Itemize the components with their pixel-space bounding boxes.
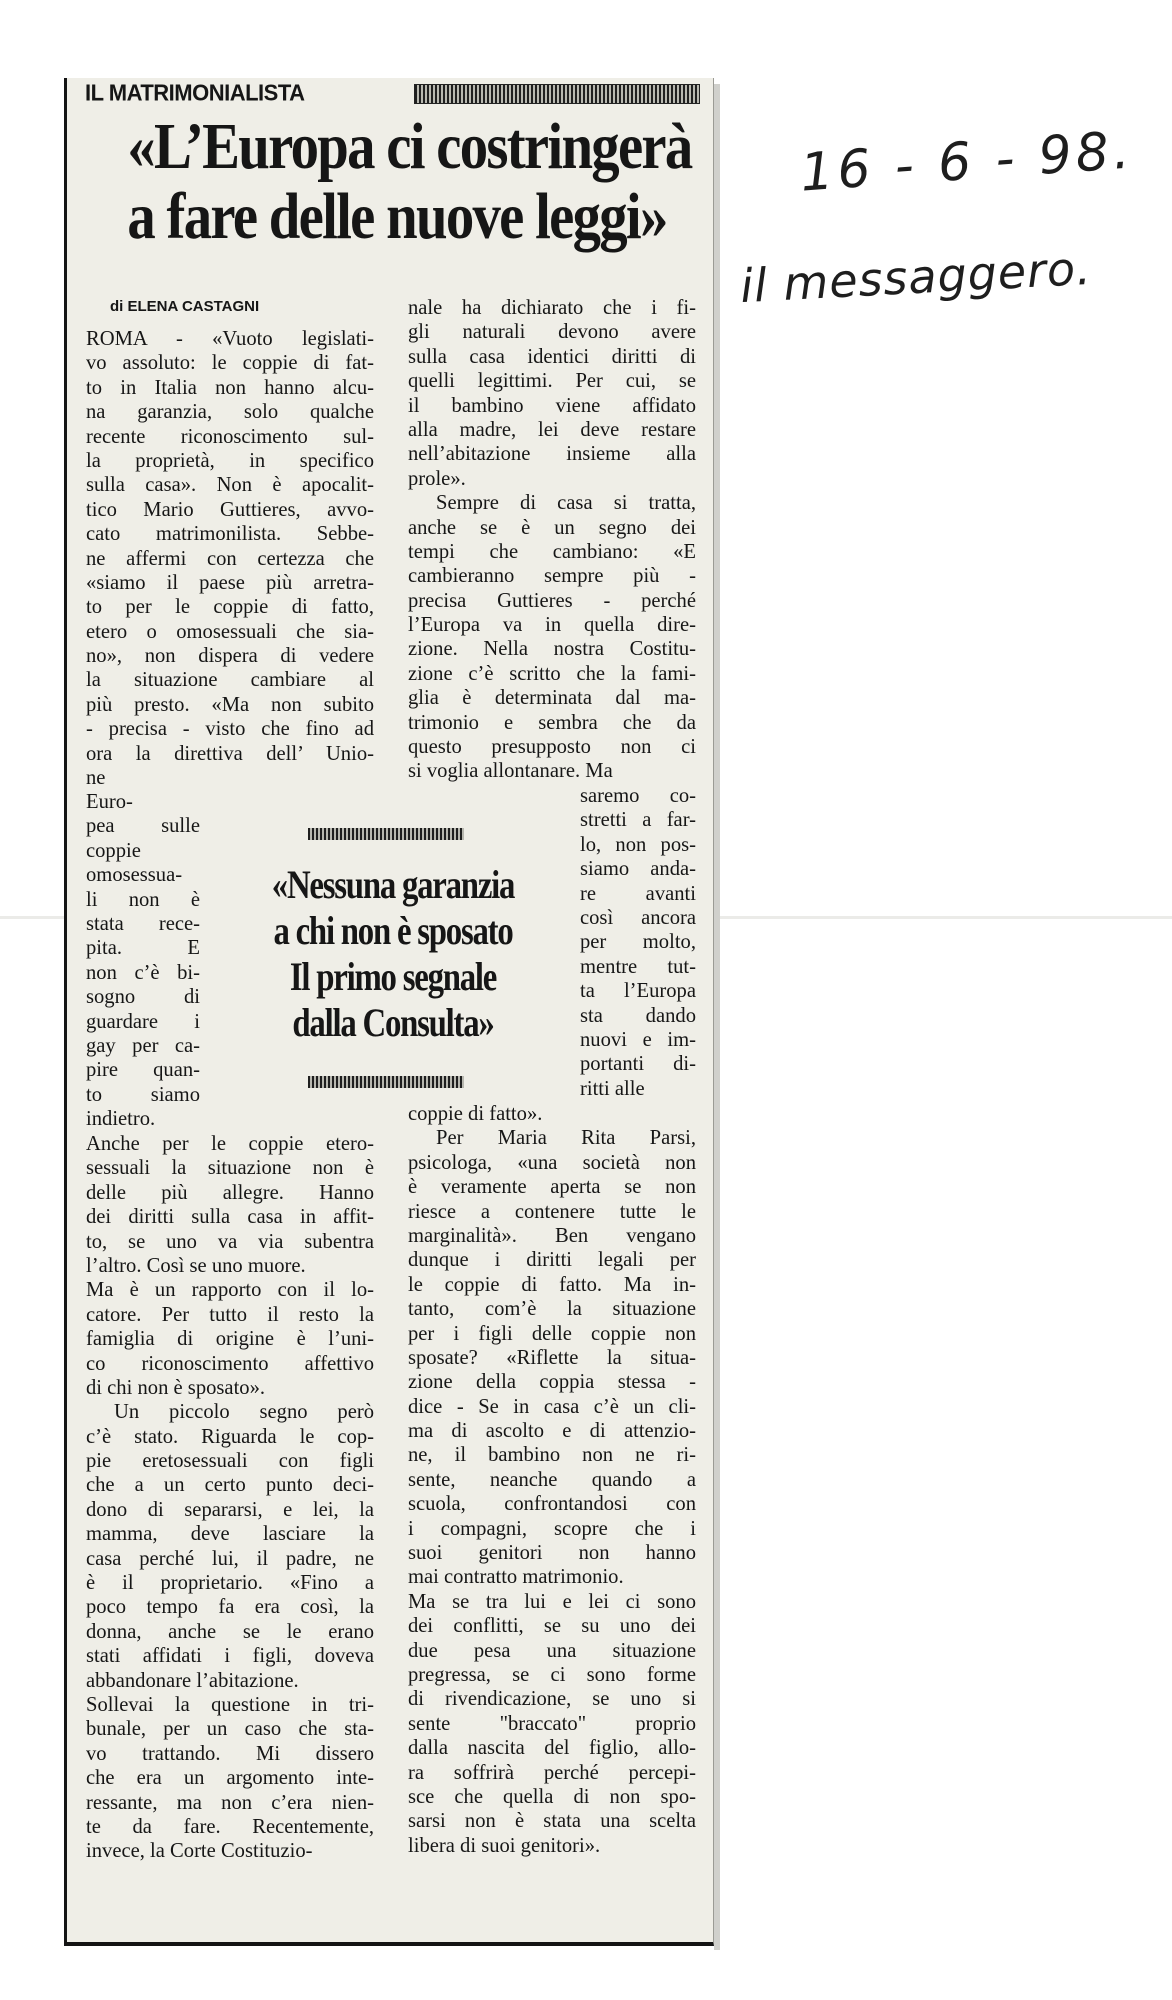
text-line: lo, non pos- [580, 833, 696, 856]
text-line: per i figli delle coppie non [408, 1322, 696, 1345]
text-line: ne affermi con certezza che [86, 547, 374, 570]
text-line: coppie [86, 839, 141, 862]
text-line: il bambino viene affidato [408, 394, 696, 417]
text-line: bunale, per un caso che sta- [86, 1718, 374, 1741]
text-line: stretti a far- [580, 809, 696, 832]
text-line: famiglia di origine è l’uni- [86, 1328, 374, 1351]
text-line: li non è [86, 888, 200, 911]
text-line: Per Maria Rita Parsi, [436, 1127, 696, 1150]
pull-quote-line-2: a chi non è sposato [273, 908, 513, 953]
pull-quote-rule-bottom [308, 1076, 464, 1088]
headline-line-2: a fare delle nuove leggi» [127, 180, 667, 253]
text-line: ROMA - «Vuoto legislati- [86, 328, 374, 350]
text-line: le coppie di fatto. Ma in- [408, 1273, 696, 1296]
text-line: dei diritti sulla casa in affit- [86, 1206, 374, 1229]
text-line: abbandonare l’abitazione. [86, 1669, 299, 1692]
text-line: casa perché lui, il padre, ne [86, 1547, 374, 1570]
text-line: sente "braccato" proprio [408, 1712, 696, 1735]
text-line: dalla nascita del figlio, allo- [408, 1737, 696, 1760]
text-line: Ma è un rapporto con il lo- [86, 1279, 374, 1302]
text-line: ta l’Europa [580, 980, 696, 1003]
text-line: di rivendicazione, se uno si [408, 1688, 696, 1711]
kicker-rule [414, 84, 700, 104]
text-line: per molto, [580, 931, 696, 954]
text-line: to in Italia non hanno alcu- [86, 376, 374, 399]
text-line: pregressa, se ci sono forme [408, 1663, 696, 1686]
text-line: ritti alle [580, 1077, 645, 1100]
text-line: Sempre di casa si tratta, [436, 492, 696, 515]
text-line: Un piccolo segno però [114, 1401, 374, 1424]
text-line: Sollevai la questione in tri- [86, 1693, 374, 1716]
text-line: psicologa, «una società non [408, 1151, 696, 1174]
text-line: mentre tut- [580, 955, 696, 978]
text-line: vo trattando. Mi dissero [86, 1742, 374, 1765]
text-line: pire quan- [86, 1059, 200, 1082]
text-line: zione della coppia stessa - [408, 1371, 696, 1394]
text-line: l’Europa va in quella dire- [408, 614, 696, 637]
text-line: sulla casa». Non è apocalit- [86, 474, 374, 497]
text-line: sposate? «Riflette la situa- [408, 1346, 696, 1369]
text-line: saremo co- [580, 785, 696, 807]
text-line: precisa Guttieres - perché [408, 589, 696, 612]
text-line: Ma se tra lui e lei ci sono [408, 1590, 696, 1613]
text-line: guardare i [86, 1010, 200, 1033]
text-line: siamo anda- [580, 858, 696, 881]
text-line: «siamo il paese più arretra- [86, 571, 374, 594]
headline [127, 110, 692, 253]
text-line: coppie di fatto». [408, 1103, 543, 1125]
text-line: così ancora [580, 906, 696, 929]
text-line: glia è determinata dal ma- [408, 687, 696, 710]
text-line: stati affidati i figli, doveva [86, 1645, 374, 1668]
text-line: quelli legittimi. Per cui, se [408, 370, 696, 393]
text-line: catore. Per tutto il resto la [86, 1303, 374, 1326]
text-line: zione. Nella nostra Costitu- [408, 638, 696, 661]
text-line: libera di suoi genitori». [408, 1834, 601, 1857]
text-line: si voglia allontanare. Ma [408, 760, 613, 783]
text-line: marginalità». Ben vengano [408, 1224, 696, 1247]
column-right-bottom [408, 1102, 696, 1858]
handwritten-date: 16 - 6 - 98. [798, 120, 1136, 204]
text-line: gli naturali devono avere [408, 321, 696, 344]
pull-quote-line-4: dalla Consulta» [292, 1000, 494, 1045]
clipping-shadow [714, 84, 720, 1950]
text-line: omosessua- [86, 864, 183, 887]
text-line: i compagni, scopre che i [408, 1517, 696, 1540]
byline: di ELENA CASTAGNI [110, 298, 260, 315]
column-left [86, 327, 374, 790]
text-line: Anche per le coppie etero- [86, 1133, 374, 1155]
text-line: riesce a contenere tutte le [408, 1200, 696, 1223]
text-line: invece, la Corte Costituzio- [86, 1840, 313, 1863]
text-line: sulla casa identici diritti di [408, 345, 696, 368]
text-line: vo assoluto: le coppie di fat- [86, 352, 374, 375]
text-line: ne [86, 767, 106, 790]
text-line: sce che quella di non spo- [408, 1785, 696, 1808]
text-line: ressante, ma non c’era nien- [86, 1791, 374, 1814]
column-right-top [408, 296, 696, 784]
text-line: ra soffrirà perché percepi- [408, 1761, 696, 1784]
text-line: l’altro. Così se uno muore. [86, 1254, 306, 1277]
text-line: nell’abitazione insieme alla [408, 443, 696, 466]
text-line: scuola, confrontandosi con [408, 1493, 696, 1516]
text-line: dice - Se in casa c’è un cli- [408, 1395, 696, 1418]
text-line: due pesa una situazione [408, 1639, 696, 1662]
text-line: Euro- [86, 791, 133, 813]
text-line: pie eretosessuali con figli [86, 1450, 374, 1473]
text-line: gay per ca- [86, 1034, 200, 1057]
text-line: cambieranno sempre più - [408, 565, 696, 588]
column-left-narrow [86, 790, 200, 1131]
text-line: ora la direttiva dell’ Unio- [86, 742, 374, 765]
text-line: to siamo [86, 1083, 200, 1106]
text-line: cato matrimonilista. Sebbe- [86, 523, 374, 546]
text-line: to, se uno va via subentra [86, 1230, 374, 1253]
text-line: - precisa - visto che fino ad [86, 718, 374, 741]
text-line: suoi genitori non hanno [408, 1542, 696, 1565]
text-line: etero o omosessuali che sia- [86, 620, 374, 643]
text-line: la situazione cambiare al [86, 669, 374, 692]
text-line: sente, neanche quando a [408, 1468, 696, 1491]
text-line: tanto, com’è la situazione [408, 1298, 696, 1321]
text-line: donna, anche se le erano [86, 1620, 374, 1643]
text-line: nuovi e im- [580, 1028, 696, 1051]
text-line: sta dando [580, 1004, 696, 1027]
text-line: dunque i diritti legali per [408, 1249, 696, 1272]
text-line: pita. E [86, 937, 200, 960]
text-line: re avanti [580, 882, 696, 905]
headline-line-1: «L’Europa ci costringerà [127, 110, 692, 183]
text-line: pea sulle [86, 815, 200, 838]
text-line: alla madre, lei deve restare [408, 418, 696, 441]
pull-quote-line-3: Il primo segnale [289, 954, 497, 999]
text-line: anche se è un segno dei [408, 516, 696, 539]
column-left-bottom [86, 1132, 374, 1864]
text-line: questo presupposto non ci [408, 736, 696, 759]
text-line: di chi non è sposato». [86, 1376, 266, 1399]
text-line: mai contratto matrimonio. [408, 1566, 624, 1589]
text-line: stata rece- [86, 912, 200, 935]
handwritten-source: il messaggero. [738, 240, 1093, 314]
text-line: c’è stato. Riguarda le cop- [86, 1425, 374, 1448]
text-line: poco tempo fa era così, la [86, 1596, 374, 1619]
text-line: che a un certo punto deci- [86, 1474, 374, 1497]
text-line: sogno di [86, 986, 200, 1009]
text-line: nale ha dichiarato che i fi- [408, 297, 696, 319]
text-line: no», non dispera di vedere [86, 645, 374, 668]
text-line: sarsi non è stata una scelta [408, 1810, 696, 1833]
column-right-narrow [580, 784, 696, 1101]
text-line: indietro. [86, 1108, 156, 1131]
text-line: ne, il bambino non ne ri- [408, 1444, 696, 1467]
pull-quote-rule-top [308, 828, 464, 840]
text-line: prole». [408, 467, 466, 490]
text-line: trimonio e sembra che da [408, 711, 696, 734]
text-line: tempi che cambiano: «E [408, 540, 696, 563]
text-line: che era un argomento inte- [86, 1767, 374, 1790]
text-line: te da fare. Recentemente, [86, 1815, 374, 1838]
text-line: recente riconoscimento sul- [86, 425, 374, 448]
text-line: delle più allegre. Hanno [86, 1181, 374, 1204]
text-line: dono di separarsi, e lei, la [86, 1498, 374, 1521]
text-line: più presto. «Ma non subito [86, 693, 374, 716]
text-line: è il proprietario. «Fino a [86, 1572, 374, 1595]
text-line: la proprietà, in specifico [86, 449, 374, 472]
text-line: mamma, deve lasciare la [86, 1523, 374, 1546]
pull-quote-line-1: «Nessuna garanzia [271, 862, 515, 907]
text-line: portanti di- [580, 1053, 696, 1076]
text-line: na garanzia, solo qualche [86, 401, 374, 424]
text-line: co riconoscimento affettivo [86, 1352, 374, 1375]
pull-quote [232, 862, 554, 1046]
text-line: to per le coppie di fatto, [86, 596, 374, 619]
text-line: è veramente aperta se non [408, 1176, 696, 1199]
text-line: dei conflitti, se su uno dei [408, 1615, 696, 1638]
text-line: tico Mario Guttieres, avvo- [86, 498, 374, 521]
text-line: zione c’è scritto che la fami- [408, 662, 696, 685]
text-line: sessuali la situazione non è [86, 1157, 374, 1180]
text-line: non c’è bi- [86, 961, 200, 984]
text-line: ma di ascolto e di attenzio- [408, 1420, 696, 1443]
section-kicker: IL MATRIMONIALISTA [85, 79, 305, 106]
